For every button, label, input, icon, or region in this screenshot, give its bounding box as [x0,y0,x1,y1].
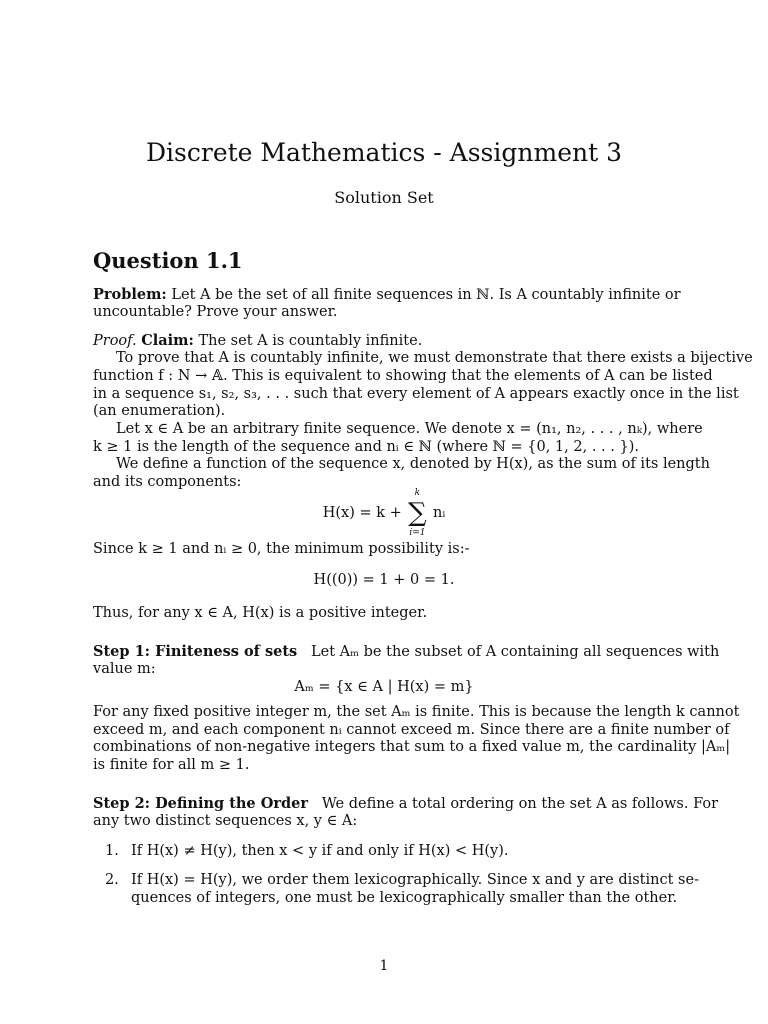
problem-line-2: uncountable? Prove your answer. [93,304,338,320]
step-1-text-1: Let Aₘ be the subset of A containing all sequences with [311,644,720,660]
step-1-paragraph-line-3: combinations of non-negative integers that sum to a fixed value m, the cardinality |Aₘ| [93,739,731,755]
paragraph-3-line-1: We define a function of the sequence x, denoted by H(x), as the sum of its length [116,456,710,472]
paragraph-4: Since k ≥ 1 and nᵢ ≥ 0, the minimum possibility is:- [93,541,470,557]
step-1-paragraph-line-1: For any fixed positive integer m, the set Aₘ is finite. This is because the length k cannot [93,704,740,720]
paragraph-1-line-4: (an enumeration). [93,403,226,419]
paragraph-1-line-2: function f : N → 𝔸. This is equivalent to showing that the elements of A can be listed [93,368,713,384]
page-number: 1 [379,958,389,974]
paragraph-2-line-2: k ≥ 1 is the length of the sequence and nᵢ ∈ ℕ (where ℕ = {0, 1, 2, . . . }). [93,439,639,455]
section-heading: Question 1.1 [93,248,243,273]
problem-text-1: Let A be the set of all finite sequences in ℕ. Is A countably infinite or [171,287,681,303]
paragraph-5: Thus, for any x ∈ A, H(x) is a positive integer. [93,605,428,621]
paragraph-1-line-1: To prove that A is countably infinite, we must demonstrate that there exists a bijective [116,350,753,366]
step-1-line-2: value m: [93,661,156,677]
step-2-label: Step 2: Defining the Order [93,795,308,812]
problem-label: Problem: [93,286,167,303]
paragraph-1-line-3: in a sequence s₁, s₂, s₃, . . . such that every element of A appears exactly once in the list [93,386,739,402]
step-2-line-1 [93,795,719,814]
summation-symbol [406,488,428,538]
proof-label: Proof. [93,333,137,349]
step-1-line-1 [93,643,720,662]
sigma-icon: ∑ [408,498,427,528]
equation-h-definition [0,488,768,538]
problem-line-1 [93,286,681,305]
list-item-1-number: 1. [105,843,119,859]
step-1-paragraph-line-2: exceed m, and each component nᵢ cannot exceed m. Since there are a finite number of [93,722,730,738]
paragraph-3-line-2: and its components: [93,474,242,490]
document-subtitle: Solution Set [334,188,434,207]
summation-upper-limit: k [414,488,421,498]
list-item-1-text: If H(x) ≠ H(y), then x < y if and only if H(x) < H(y). [131,843,509,859]
list-item-2-text-2: quences of integers, one must be lexicographically smaller than the other. [131,890,678,906]
equation-term: nᵢ [433,505,446,521]
equation-a-m: Aₘ = {x ∈ A | H(x) = m} [294,679,474,695]
document-title: Discrete Mathematics - Assignment 3 [146,138,622,167]
claim-text: The set A is countably infinite. [198,333,423,349]
proof-claim-line [93,332,675,351]
step-1-paragraph-line-4: is finite for all m ≥ 1. [93,757,250,773]
equation-lhs: H(x) = k + [322,505,402,521]
list-item-2-number: 2. [105,872,119,888]
step-1-label: Step 1: Finiteness of sets [93,643,298,660]
step-2-line-2: any two distinct sequences x, y ∈ A: [93,813,358,829]
claim-label: Claim: [141,332,194,349]
paragraph-2-line-1: Let x ∈ A be an arbitrary finite sequence. We denote x = (n₁, n₂, . . . , nₖ), where [116,421,703,437]
equation-minimum: H((0)) = 1 + 0 = 1. [313,572,455,588]
summation-lower-limit: i=1 [409,528,426,538]
list-item-2-text-1: If H(x) = H(y), we order them lexicographically. Since x and y are distinct se- [131,872,699,888]
step-2-text-1: We define a total ordering on the set A as follows. For [321,796,719,812]
